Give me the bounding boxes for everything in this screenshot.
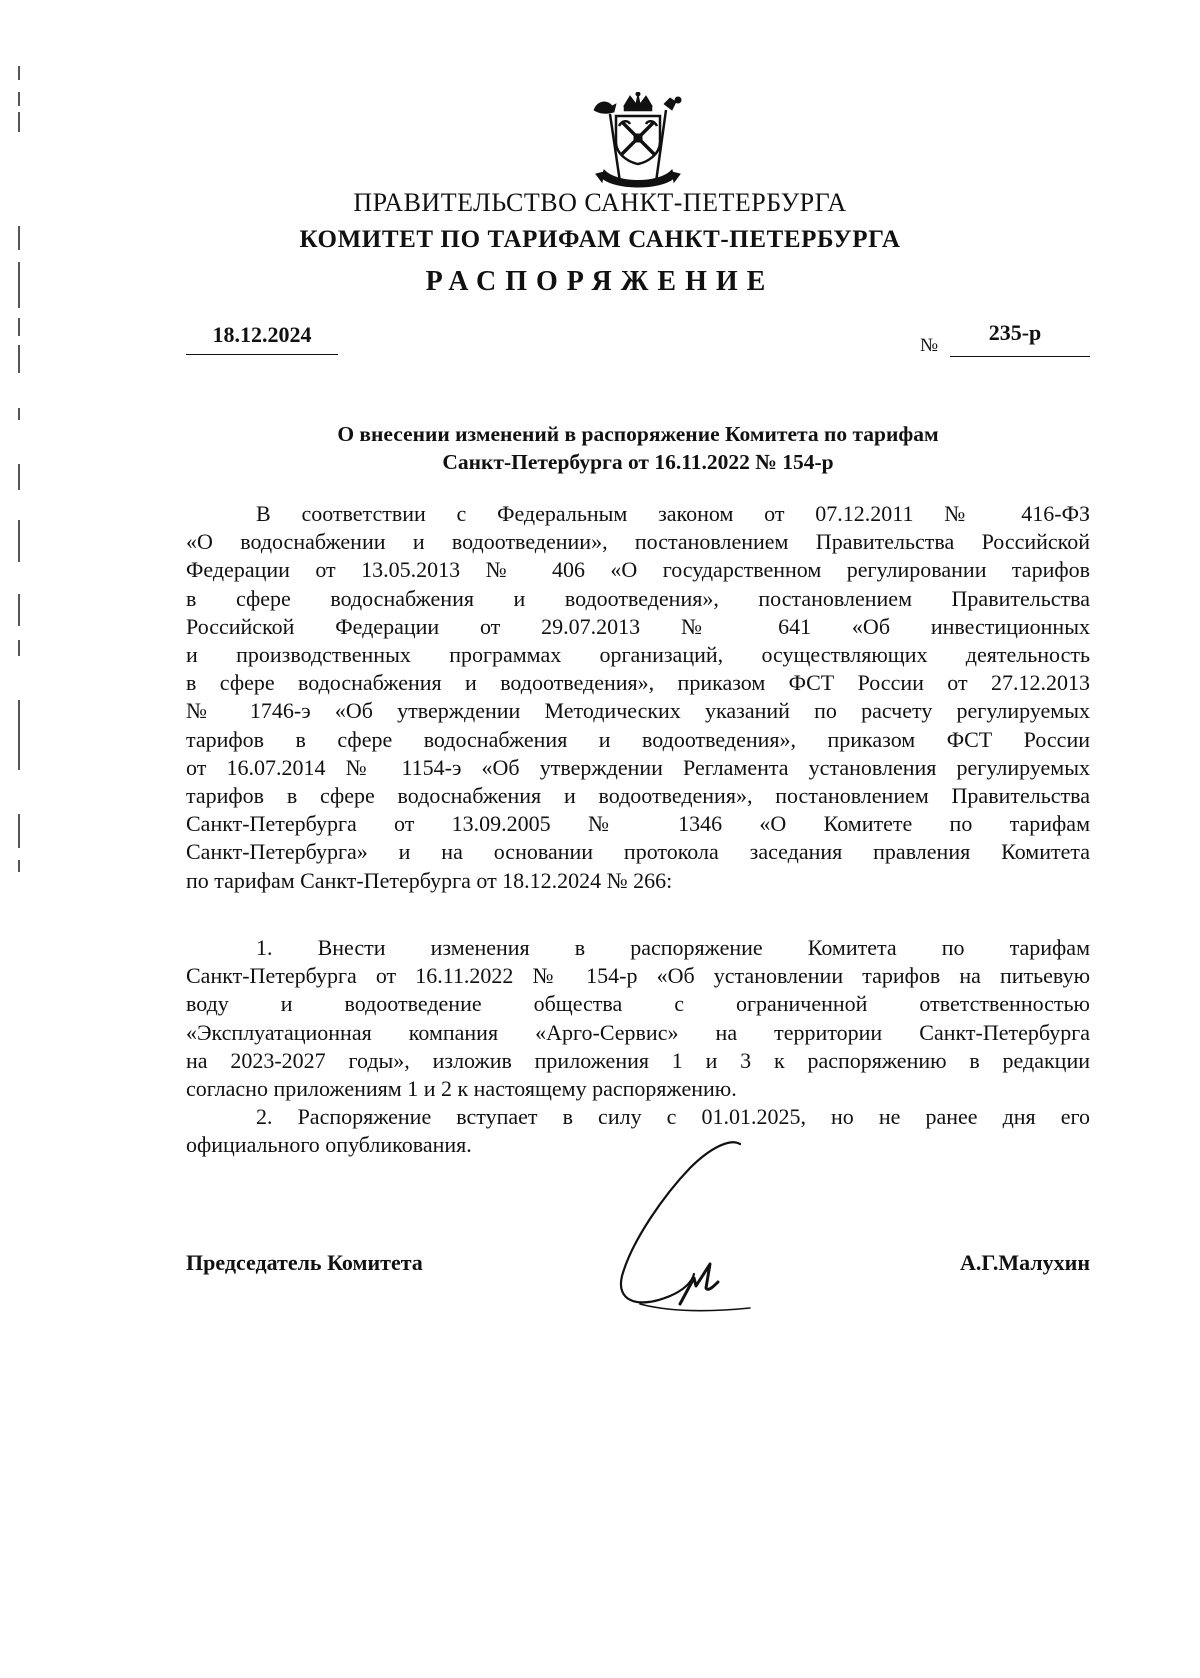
subject-line: О внесении изменений в распоряжение Комитета по тарифам [337,422,939,446]
text-line: воду и водоотведение общества с ограниченной ответственностью [186,991,1090,1017]
text-line: на 2023-2027 годы», изложив приложения 1 и 3 к распоряжению в редакции [186,1047,1090,1073]
text-line: в сфере водоснабжения и водоотведения», приказом ФСТ России от 27.12.2013 [186,670,1090,696]
text-line: № 1746-э «Об утверждении Методических указаний по расчету регулируемых [186,698,1090,724]
text-line: по тарифам Санкт-Петербурга от 18.12.2024 № 266: [186,867,673,893]
text-line: Санкт-Петербурга от 16.11.2022 № 154-р «Об установлении тарифов на питьевую [186,963,1090,989]
document-date-field [186,322,338,355]
document-number: 235-р [988,320,1042,345]
text-line: «Эксплуатационная компания «Арго-Сервис» на территории Санкт-Петербурга [186,1019,1090,1045]
order-items [186,934,1090,1160]
coat-of-arms-emblem [586,92,690,192]
text-line: тарифов в сфере водоснабжения и водоотведения», постановлением Правительства [186,783,1090,809]
signatory-name: А.Г.Малухин [959,1250,1090,1275]
text-line: в сфере водоснабжения и водоотведения», постановлением Правительства [186,585,1090,611]
text-line: Российской Федерации от 29.07.2013 № 641 «Об инвестиционных [186,613,1090,639]
date-underline [186,354,338,355]
text-line: 2. Распоряжение вступает в силу с 01.01.2025, но не ранее дня его [256,1104,1090,1130]
text-line: согласно приложениям 1 и 2 к настоящему распоряжению. [186,1076,737,1102]
text-line: Санкт-Петербурга от 13.09.2005 № 1346 «О Комитете по тарифам [186,811,1090,837]
document-date: 18.12.2024 [212,322,312,347]
text-line: Санкт-Петербурга» и на основании протокола заседания правления Комитета [186,839,1090,865]
subject-line: Санкт-Петербурга от 16.11.2022 № 154-р [442,450,834,474]
government-title: ПРАВИТЕЛЬСТВО САНКТ-ПЕТЕРБУРГА [353,188,847,217]
document-type-title: РАСПОРЯЖЕНИЕ [425,266,775,297]
document-number-field [920,320,1090,360]
text-line: «О водоснабжении и водоотведении», постановлением Правительства Российской [186,529,1090,555]
text-line: официального опубликования. [186,1132,472,1158]
preamble-paragraph [186,500,1090,895]
text-line: 1. Внести изменения в распоряжение Комитета по тарифам [256,935,1090,960]
text-line: и производственных программах организаций, осуществляющих деятельность [186,642,1090,668]
number-sign: № [920,335,939,356]
text-line: тарифов в сфере водоснабжения и водоотведения», приказом ФСТ России [186,726,1090,752]
text-line: Федерации от 13.05.2013 № 406 «О государственном регулировании тарифов [186,557,1090,583]
text-line: В соответствии с Федеральным законом от 07.12.2011 № 416-ФЗ [256,501,1090,526]
signatory-position: Председатель Комитета [186,1250,423,1275]
handwritten-signature [610,1136,760,1316]
document-subject [186,420,1090,476]
committee-title: КОМИТЕТ ПО ТАРИФАМ САНКТ-ПЕТЕРБУРГА [299,226,901,253]
number-underline [950,356,1090,357]
text-line: от 16.07.2014 № 1154-э «Об утверждении Регламента установления регулируемых [186,754,1090,780]
scan-margin-marks [18,0,22,900]
